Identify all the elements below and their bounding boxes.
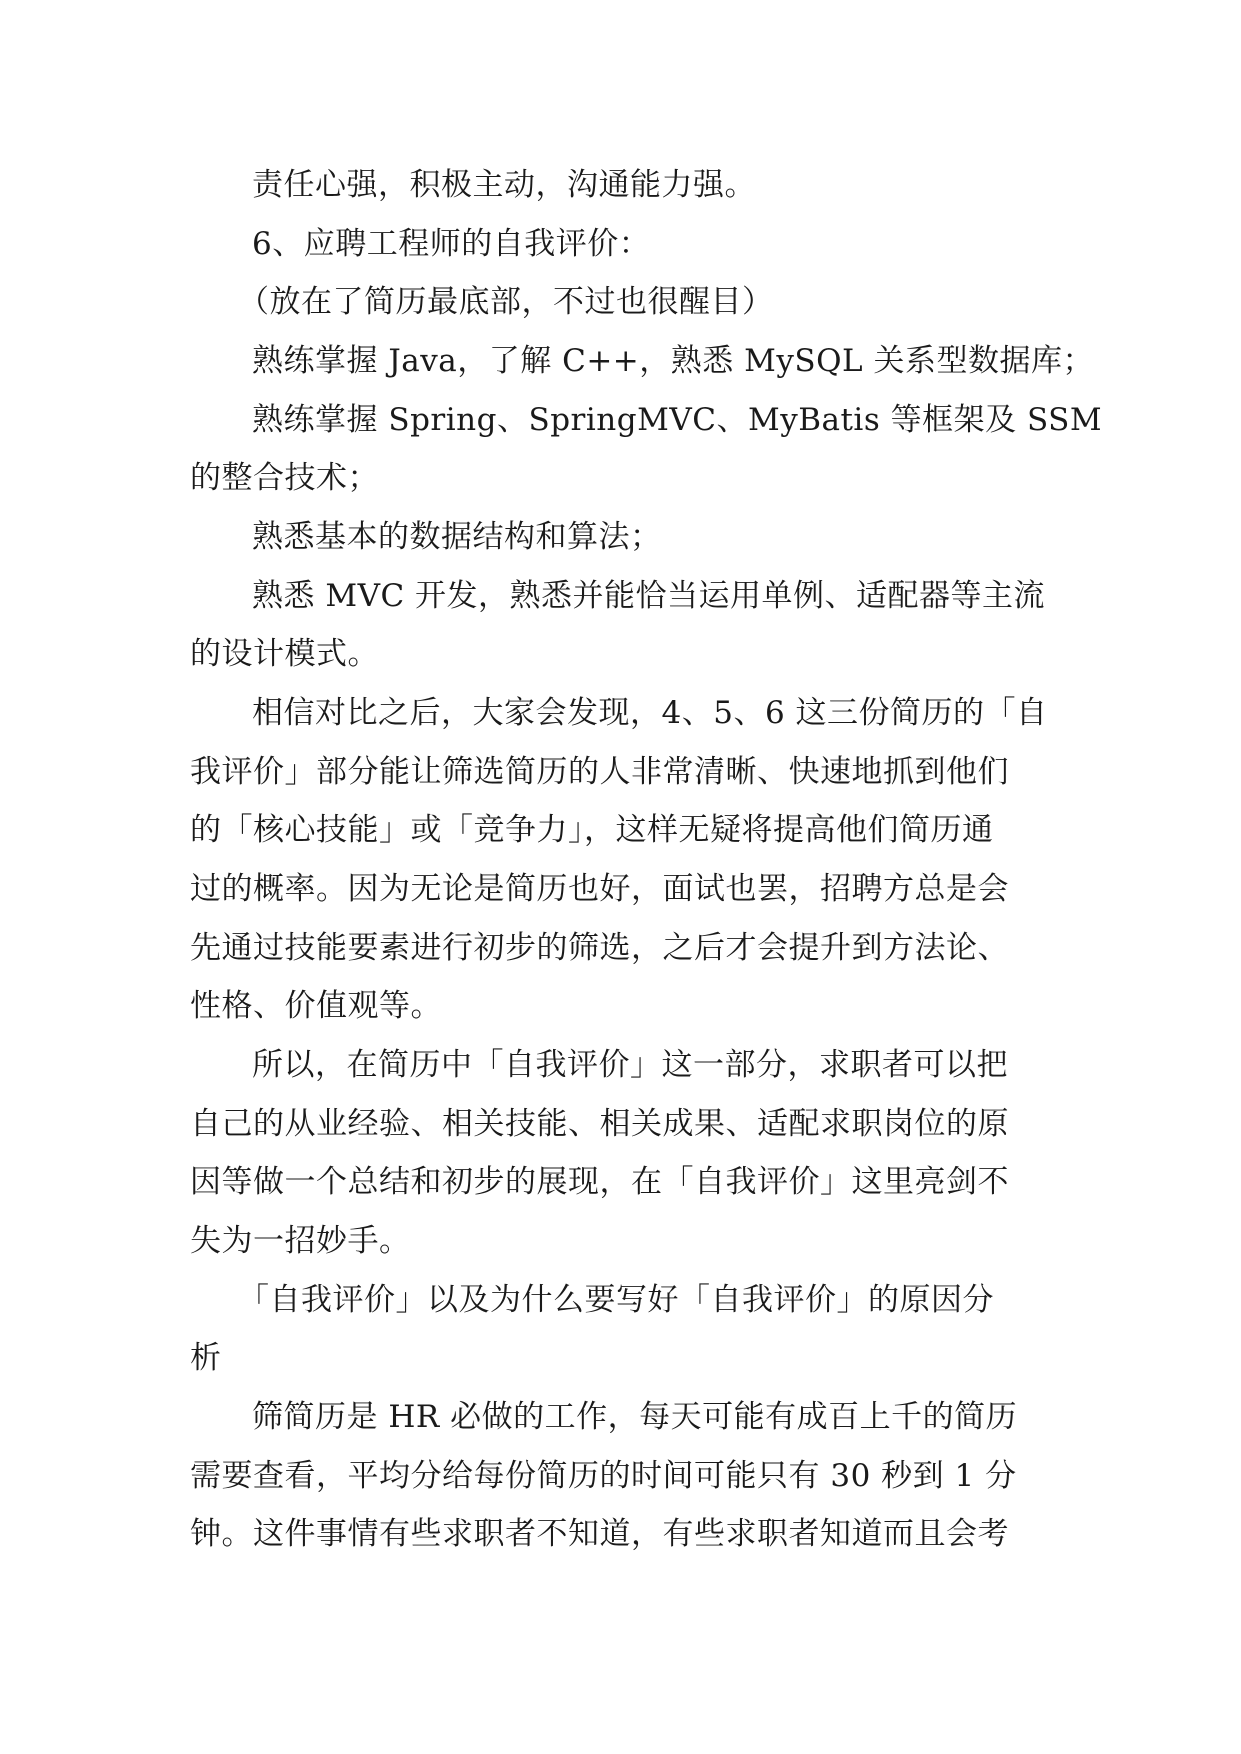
text-line: （放在了简历最底部，不过也很醒目） — [238, 284, 774, 320]
text-line: 我评价」部分能让筛选简历的人非常清晰、快速地抓到他们 — [190, 754, 1009, 790]
text-line: 过的概率。因为无论是简历也好，面试也罢，招聘方总是会 — [190, 871, 1009, 907]
text-line: 筛简历是 HR 必做的工作，每天可能有成百上千的简历 — [252, 1399, 1018, 1435]
text-line: 性格、价值观等。 — [190, 988, 442, 1024]
section-heading: 6、应聘工程师的自我评价： — [252, 226, 651, 262]
text-line: 相信对比之后，大家会发现，4、5、6 这三份简历的「自 — [252, 695, 1048, 731]
text-line: 熟悉基本的数据结构和算法； — [252, 519, 662, 555]
text-line: 的整合技术； — [190, 460, 379, 496]
text-line: 析 — [190, 1340, 222, 1376]
text-line: 钟。这件事情有些求职者不知道，有些求职者知道而且会考 — [190, 1516, 1009, 1552]
text-line: 熟练掌握 Java，了解 C++，熟悉 MySQL 关系型数据库； — [252, 343, 1094, 379]
text-line: 的「核心技能」或「竞争力」，这样无疑将提高他们简历通 — [190, 812, 994, 848]
text-line: 责任心强，积极主动，沟通能力强。 — [252, 167, 756, 203]
text-line: 失为一招妙手。 — [190, 1223, 411, 1259]
text-line: 需要查看，平均分给每份简历的时间可能只有 30 秒到 1 分 — [190, 1458, 1017, 1494]
text-line: 因等做一个总结和初步的展现，在「自我评价」这里亮剑不 — [190, 1164, 1009, 1200]
text-line: 先通过技能要素进行初步的筛选，之后才会提升到方法论、 — [190, 930, 1009, 966]
section-heading: 「自我评价」以及为什么要写好「自我评价」的原因分 — [238, 1282, 994, 1318]
text-line: 的设计模式。 — [190, 636, 379, 672]
text-line: 熟悉 MVC 开发，熟悉并能恰当运用单例、适配器等主流 — [252, 578, 1046, 614]
text-line: 熟练掌握 Spring、SpringMVC、MyBatis 等框架及 SSM — [252, 402, 1103, 438]
text-line: 自己的从业经验、相关技能、相关成果、适配求职岗位的原 — [190, 1106, 1009, 1142]
text-line: 所以，在简历中「自我评价」这一部分，求职者可以把 — [252, 1047, 1008, 1083]
